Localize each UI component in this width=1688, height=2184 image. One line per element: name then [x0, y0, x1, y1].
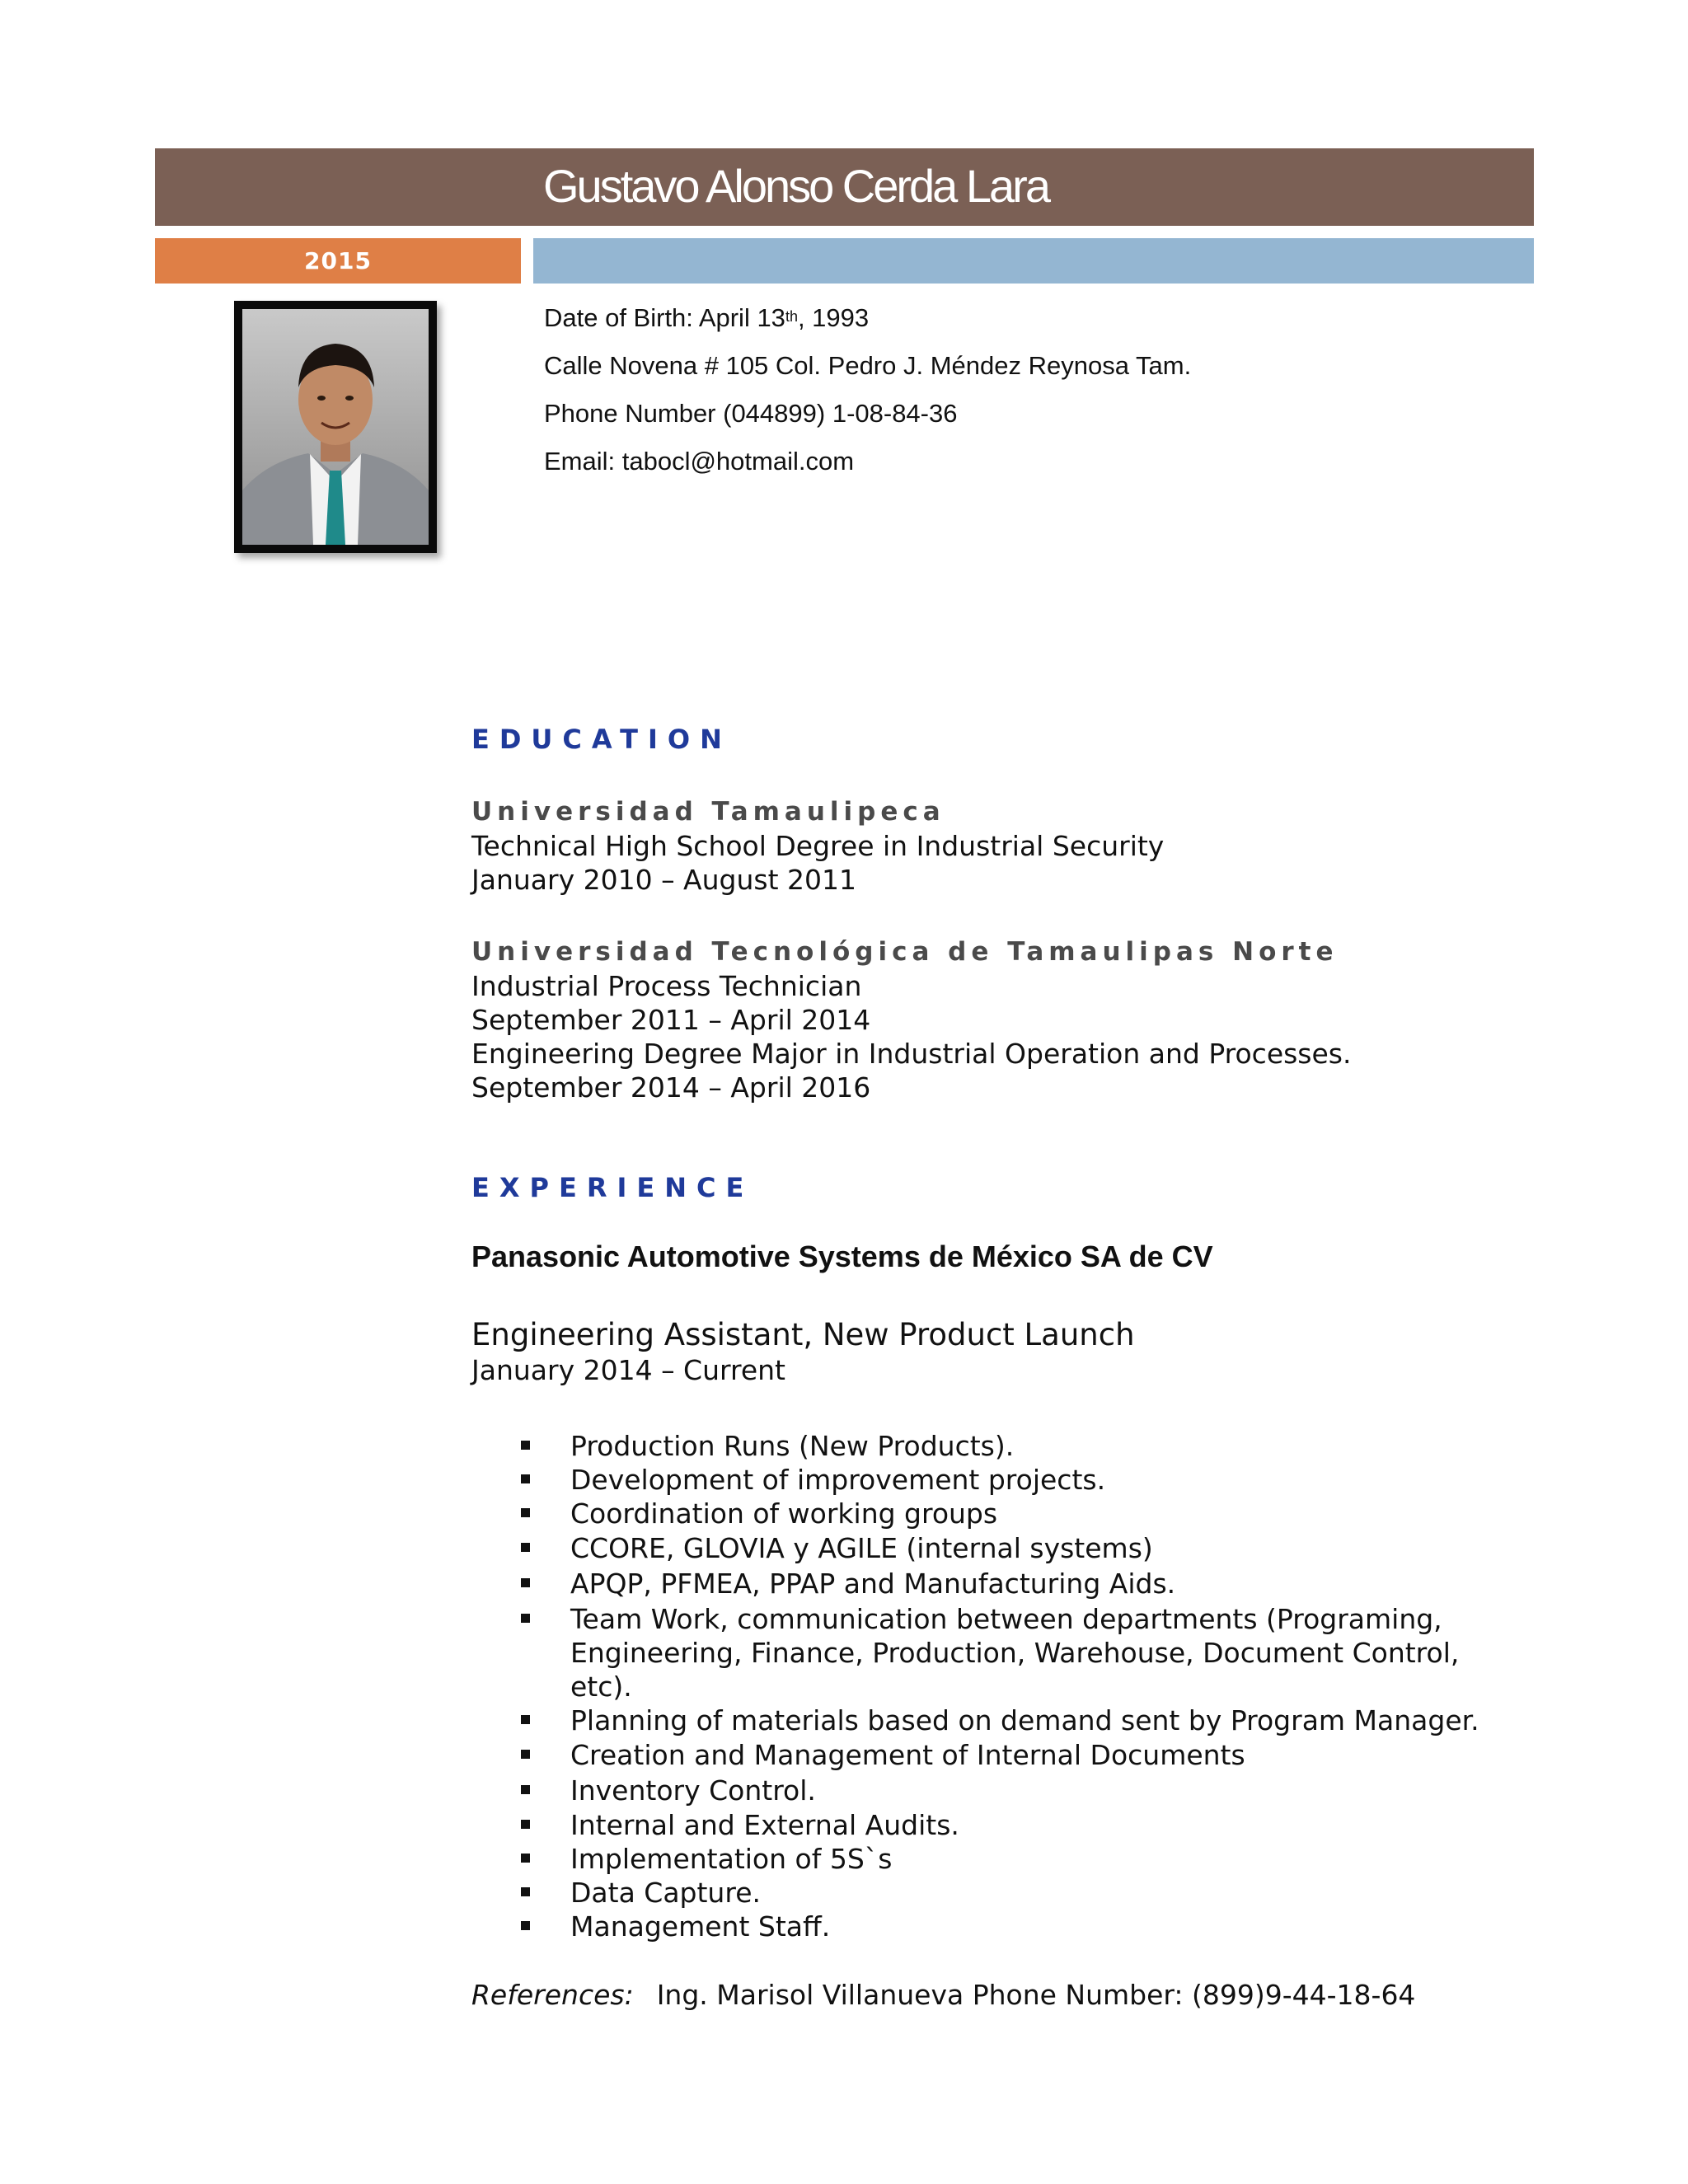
- date-of-birth: [544, 302, 869, 335]
- square-bullet-icon: [521, 1785, 530, 1794]
- email-address: Email: tabocl@hotmail.com: [544, 447, 855, 476]
- square-bullet-icon: [521, 1887, 530, 1896]
- square-bullet-icon: [521, 1543, 530, 1552]
- square-bullet-icon: [521, 1820, 530, 1829]
- list-item: Team Work, communication between departments (Programing, Engineering, Finance, Production, Warehouse, Document Control, etc).: [521, 1602, 1510, 1704]
- date-range: January 2010 – August 2011: [471, 864, 857, 896]
- school-name: Universidad Tamaulipeca: [471, 797, 945, 827]
- resume-page: Gustavo Alonso Cerda Lara 2015 Date of Birth: April 13th, 1993 Calle Novena # 105 Col. Pedro J. Méndez Reynosa Tam. Phone Number (044899) 1-08-84-36 Email: tabocl@hotmail.com EDUCATION Universidad Tamaulipeca Technical High School Degree in Industrial Security January 2010 – August 2011 Universidad Tecnológica de Tamaulipas Norte Industrial Process Technician September 2011 – April 2014 Engineering Degree Major in Industrial Operation and Processes. September 2014 – April 2016 EXPERIENCE Panasonic Automotive Systems de México SA de CV Engineering Assistant, New Product Launch January 2014 – Current Production Runs (New Products). Development of improvement projects. Coordination of working groups CCORE, GLOVIA y AGILE (internal systems) APQP, PFMEA, PPAP and Manufacturing Aids. Team Work, communication between departments (Programing, Engineering, Finance, Production, Warehouse, Document Control, etc). Planning of materials based on demand sent by Program Manager. Creation and Management of Internal Documents Inventory Control. Internal and External Audits. Implementation of 5S`s Data Capture. Management Staff. References: Ing. Marisol Villanueva Phone Number: (899)9-44-18-64: [0, 0, 1688, 2184]
- profile-photo: [242, 309, 429, 545]
- job-title: Engineering Assistant, New Product Launch: [471, 1317, 1135, 1352]
- square-bullet-icon: [521, 1441, 530, 1450]
- date-range: September 2014 – April 2016: [471, 1071, 871, 1104]
- year-label: 2015: [304, 247, 372, 274]
- profile-photo-frame: [234, 301, 437, 553]
- square-bullet-icon: [521, 1508, 530, 1517]
- person-portrait-icon: [242, 309, 429, 545]
- school-name: Universidad Tecnológica de Tamaulipas Norte: [471, 937, 1339, 967]
- address: Calle Novena # 105 Col. Pedro J. Méndez Reynosa Tam.: [544, 351, 1192, 380]
- dob-year: , 1993: [797, 303, 870, 332]
- company-name: Panasonic Automotive Systems de México SA de CV: [471, 1240, 1213, 1273]
- references: [471, 1978, 1415, 2013]
- degree-line: Engineering Degree Major in Industrial Operation and Processes.: [471, 1038, 1352, 1070]
- education-heading: EDUCATION: [471, 724, 732, 755]
- accent-bar: [533, 238, 1534, 284]
- experience-heading: EXPERIENCE: [471, 1172, 754, 1203]
- references-label: References:: [471, 1979, 634, 2011]
- name-banner: [155, 148, 1534, 226]
- square-bullet-icon: [521, 1854, 530, 1863]
- date-range: September 2011 – April 2014: [471, 1004, 871, 1036]
- year-banner: [155, 238, 521, 284]
- square-bullet-icon: [521, 1921, 530, 1930]
- degree-line: Industrial Process Technician: [471, 970, 862, 1002]
- square-bullet-icon: [521, 1614, 530, 1623]
- job-period: January 2014 – Current: [471, 1354, 785, 1386]
- square-bullet-icon: [521, 1578, 530, 1587]
- degree-line: Technical High School Degree in Industrial Security: [471, 830, 1165, 862]
- references-text: Ing. Marisol Villanueva Phone Number: (899)9-44-18-64: [656, 1979, 1416, 2011]
- phone-number: Phone Number (044899) 1-08-84-36: [544, 399, 958, 428]
- dob-ordinal: th: [785, 308, 798, 325]
- full-name: Gustavo Alonso Cerda Lara: [543, 160, 1048, 212]
- dob-text: Date of Birth: April 13: [544, 303, 785, 332]
- square-bullet-icon: [521, 1474, 530, 1483]
- square-bullet-icon: [521, 1715, 530, 1724]
- square-bullet-icon: [521, 1750, 530, 1759]
